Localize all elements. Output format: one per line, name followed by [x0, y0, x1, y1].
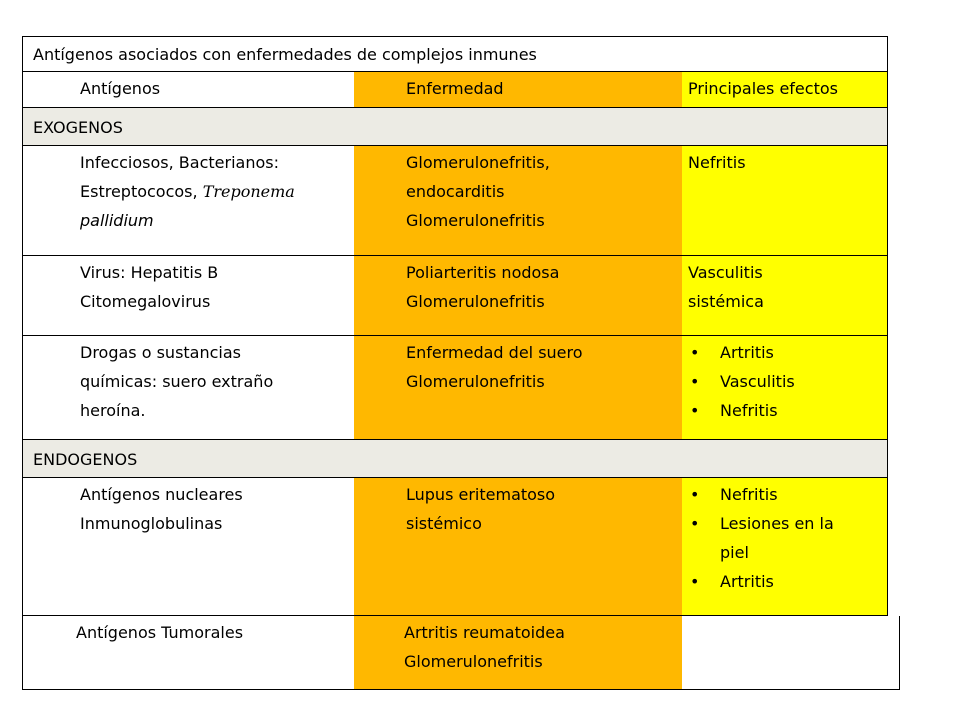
section-endogenos: ENDOGENOS: [22, 440, 888, 478]
row4-effect-2a: Lesiones en la: [720, 514, 834, 533]
row3-disease-line1: Enfermedad del suero: [406, 343, 583, 362]
row3-antigen-line1: Drogas o sustancias: [80, 343, 242, 362]
row4-effects-list: [682, 480, 887, 596]
row5-disease-line1: Artritis reumatoidea: [404, 623, 565, 642]
table-title: Antígenos asociados con enfermedades de complejos inmunes: [22, 36, 888, 72]
header-enfermedad: Enfermedad: [354, 72, 682, 108]
row2-antigen: [22, 256, 354, 336]
row1-antigen-line2: [80, 177, 354, 206]
list-item: • Artritis: [682, 338, 887, 367]
row4-disease: [354, 478, 682, 616]
row3-effects: [682, 336, 888, 440]
row1-disease-line3: Glomerulonefritis: [406, 211, 545, 230]
row2-antigen-line2: Citomegalovirus: [80, 292, 211, 311]
list-item: • Nefritis: [682, 396, 887, 425]
row3-antigen-line2: químicas: suero extraño: [80, 372, 274, 391]
row5-effects: [682, 616, 900, 690]
row3-effects-list: [682, 338, 887, 425]
row5-disease-line2: Glomerulonefritis: [404, 652, 543, 671]
section-exogenos: EXOGENOS: [22, 108, 888, 146]
row3-antigen-line3: heroína.: [80, 401, 146, 420]
list-item: • Vasculitis: [682, 367, 887, 396]
row1-antigen-bacteria: Estreptococos,: [80, 182, 203, 201]
row4-effect-2b: piel: [720, 543, 749, 562]
row2-disease-line2: Glomerulonefritis: [406, 292, 545, 311]
row2-disease: [354, 256, 682, 336]
row1-effects: [682, 146, 888, 256]
row3-disease-line2: Glomerulonefritis: [406, 372, 545, 391]
row3-antigen: [22, 336, 354, 440]
row4-disease-line2: sistémico: [406, 514, 482, 533]
row1-effect-1: Nefritis: [688, 153, 746, 172]
row4-disease-line1: Lupus eritematoso: [406, 485, 556, 504]
header-efectos: Principales efectos: [682, 72, 888, 108]
list-item: [682, 509, 887, 567]
row3-disease: [354, 336, 682, 440]
row1-antigen-line3: pallidium: [80, 211, 154, 230]
list-item: • Artritis: [682, 567, 887, 596]
list-item: • Nefritis: [682, 480, 887, 509]
row4-antigen-line1: Antígenos nucleares: [80, 485, 243, 504]
row1-antigen: [22, 146, 354, 256]
row2-effects: [682, 256, 888, 336]
row1-antigen-treponema: Treponema: [202, 182, 295, 201]
row2-effect-line1: Vasculitis: [688, 263, 763, 282]
row1-disease-line1: Glomerulonefritis,: [406, 153, 550, 172]
row4-effects: [682, 478, 888, 616]
row2-disease-line1: Poliarteritis nodosa: [406, 263, 560, 282]
header-antigenos: Antígenos: [22, 72, 354, 108]
row4-antigen: [22, 478, 354, 616]
row5-antigen-line1: Antígenos Tumorales: [76, 623, 244, 642]
row1-antigen-line1: Infecciosos, Bacterianos:: [80, 153, 279, 172]
row4-antigen-line2: Inmunoglobulinas: [80, 514, 223, 533]
row1-disease: [354, 146, 682, 256]
row2-effect-line2: sistémica: [688, 292, 764, 311]
row5-antigen: [22, 616, 354, 690]
row2-antigen-line1: Virus: Hepatitis B: [80, 263, 219, 282]
row1-disease-line2: endocarditis: [406, 182, 505, 201]
row5-disease: [354, 616, 682, 690]
